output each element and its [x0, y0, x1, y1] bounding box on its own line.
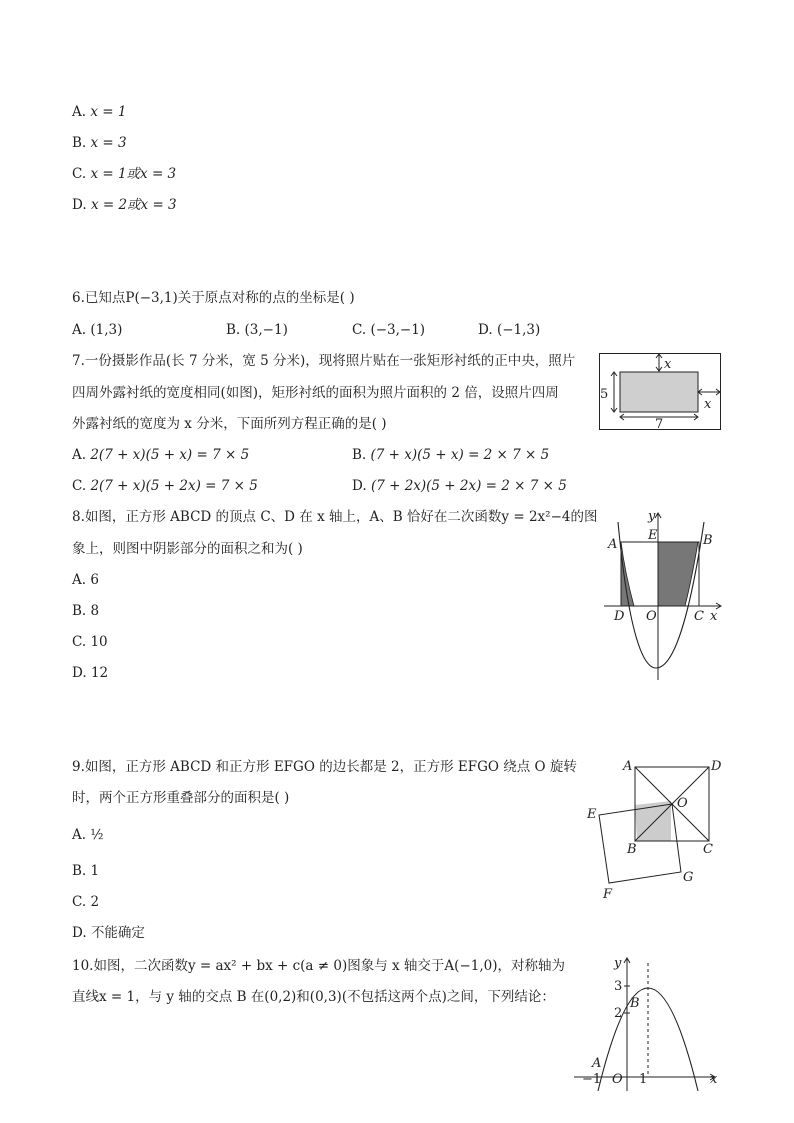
option-text: (3,−1) — [244, 322, 288, 338]
option-text: 2(7 + x)(5 + 2x) = 7 × 5 — [90, 478, 258, 494]
shaded-right — [658, 542, 698, 606]
option-text: (1,3) — [90, 322, 123, 338]
q10-figure — [568, 955, 728, 1095]
q7-option-d — [352, 477, 567, 495]
q6-option-c — [352, 321, 425, 339]
label-x: x — [710, 1072, 718, 1087]
label-a: A — [623, 759, 633, 774]
label-o: O — [646, 609, 657, 624]
q8-stem-line-2: 象上，则图中阴影部分的面积之和为( ) — [72, 541, 303, 557]
option-letter: D. — [72, 925, 87, 941]
option-text: 2(7 + x)(5 + x) = 7 × 5 — [90, 447, 250, 463]
option-text: x = 3 — [90, 135, 127, 151]
q10-stem-line-2: 直线x = 1，与 y 轴的交点 B 在(0,2)和(0,3)(不包括这两个点)之间，下列结论： — [72, 989, 555, 1005]
q7-figure — [598, 352, 723, 432]
label-b: B — [630, 996, 640, 1011]
q7-option-a — [72, 446, 249, 464]
option-text: 12 — [90, 665, 109, 681]
option-text: 1 — [90, 863, 100, 879]
option-text: 2 — [90, 894, 100, 910]
q7-option-c — [72, 477, 258, 495]
option-letter: B. — [72, 135, 87, 151]
option-letter: D. — [72, 197, 87, 213]
q7-option-b — [352, 446, 549, 464]
option-letter: B. — [226, 322, 241, 338]
label-d: D — [614, 609, 625, 624]
option-letter: B. — [72, 603, 87, 619]
option-letter: D. — [478, 322, 493, 338]
q9-figure — [585, 755, 722, 903]
label-x-top: x — [664, 357, 672, 372]
label-o: O — [677, 796, 688, 811]
option-letter: D. — [352, 478, 367, 494]
option-text: x = 1或x = 3 — [90, 166, 177, 182]
q5-option-d — [72, 196, 177, 214]
q6-option-b — [226, 321, 288, 339]
option-letter: A. — [72, 447, 87, 463]
option-letter: A. — [72, 104, 87, 120]
option-text: 8 — [90, 603, 100, 619]
q10-stem-line-1: 10.如图，二次函数y = ax² + bx + c(a ≠ 0)图象与 x 轴交于A(−1,0)，对称轴为 — [72, 958, 565, 974]
option-text: (7 + 2x)(5 + 2x) = 2 × 7 × 5 — [370, 478, 567, 494]
photo-rect — [620, 372, 698, 412]
option-letter: B. — [352, 447, 367, 463]
label-b: B — [627, 842, 637, 857]
tick-label-2: 2 — [614, 1006, 623, 1021]
option-text: x = 1 — [90, 104, 127, 120]
q8-option-b — [72, 602, 99, 620]
label-b: B — [703, 533, 713, 548]
option-letter: C. — [72, 894, 87, 910]
q6-option-a — [72, 321, 122, 339]
option-text: (−1,3) — [496, 322, 541, 338]
label-f: F — [603, 887, 613, 902]
option-letter: A. — [72, 572, 87, 588]
label-c: C — [694, 609, 704, 624]
label-a: A — [592, 1056, 602, 1071]
q7-stem-line-3: 外露衬纸的宽度为 x 分米，下面所列方程正确的是( ) — [72, 416, 387, 432]
label-5: 5 — [600, 387, 609, 402]
label-o: O — [612, 1072, 623, 1087]
q9-option-a — [72, 826, 103, 844]
label-d: D — [711, 759, 722, 774]
option-text: 6 — [90, 572, 99, 588]
q9-option-c — [72, 893, 99, 911]
q7-stem-line-1: 7.一份摄影作品(长 7 分米，宽 5 分米)，现将照片贴在一张矩形衬纸的正中央，照片 — [72, 353, 576, 369]
tick-label-1: 1 — [639, 1072, 648, 1087]
label-x-right: x — [704, 397, 712, 412]
q8-option-c — [72, 633, 108, 651]
label-x: x — [710, 609, 718, 624]
option-letter: D. — [72, 665, 87, 681]
label-e: E — [648, 528, 658, 543]
label-g: G — [683, 870, 694, 885]
option-letter: A. — [72, 322, 87, 338]
q8-stem-line-1: 8.如图，正方形 ABCD 的顶点 C、D 在 x 轴上，A、B 恰好在二次函数y = 2x²−4的图 — [72, 509, 598, 525]
q5-option-c — [72, 165, 176, 183]
option-text: (7 + x)(5 + x) = 2 × 7 × 5 — [370, 447, 550, 463]
option-letter: C. — [72, 634, 87, 650]
q6-stem: 6.已知点P(−3,1)关于原点对称的点的坐标是( ) — [72, 290, 355, 306]
tick-label-neg1: −1 — [582, 1072, 602, 1087]
q5-option-b — [72, 134, 127, 152]
q8-option-a — [72, 571, 99, 589]
q8-option-d — [72, 664, 108, 682]
option-letter: C. — [72, 478, 87, 494]
q9-stem-line-1: 9.如图，正方形 ABCD 和正方形 EFGO 的边长都是 2，正方形 EFGO 绕点 O 旋转 — [72, 759, 577, 775]
label-7: 7 — [655, 417, 664, 432]
option-letter: C. — [72, 166, 87, 182]
q6-option-d — [478, 321, 540, 339]
q5-option-a — [72, 103, 126, 121]
option-letter: C. — [352, 322, 367, 338]
option-text: ½ — [90, 827, 104, 843]
label-e: E — [587, 807, 597, 822]
option-text: x = 2或x = 3 — [90, 197, 177, 213]
option-letter: A. — [72, 827, 87, 843]
label-c: C — [703, 842, 713, 857]
label-y: y — [648, 509, 656, 524]
tick-label-3: 3 — [614, 979, 623, 994]
option-text: 10 — [90, 634, 108, 650]
label-y: y — [614, 956, 622, 971]
option-letter: B. — [72, 863, 87, 879]
q9-stem-line-2: 时，两个正方形重叠部分的面积是( ) — [72, 790, 290, 806]
q9-option-d — [72, 924, 145, 942]
q7-stem-line-2: 四周外露衬纸的宽度相同(如图)，矩形衬纸的面积为照片面积的 2 倍，设照片四周 — [72, 385, 559, 401]
option-text: (−3,−1) — [370, 322, 426, 338]
q8-figure — [600, 508, 730, 683]
q9-option-b — [72, 862, 99, 880]
option-text: 不能确定 — [90, 925, 145, 941]
label-a: A — [608, 537, 618, 552]
